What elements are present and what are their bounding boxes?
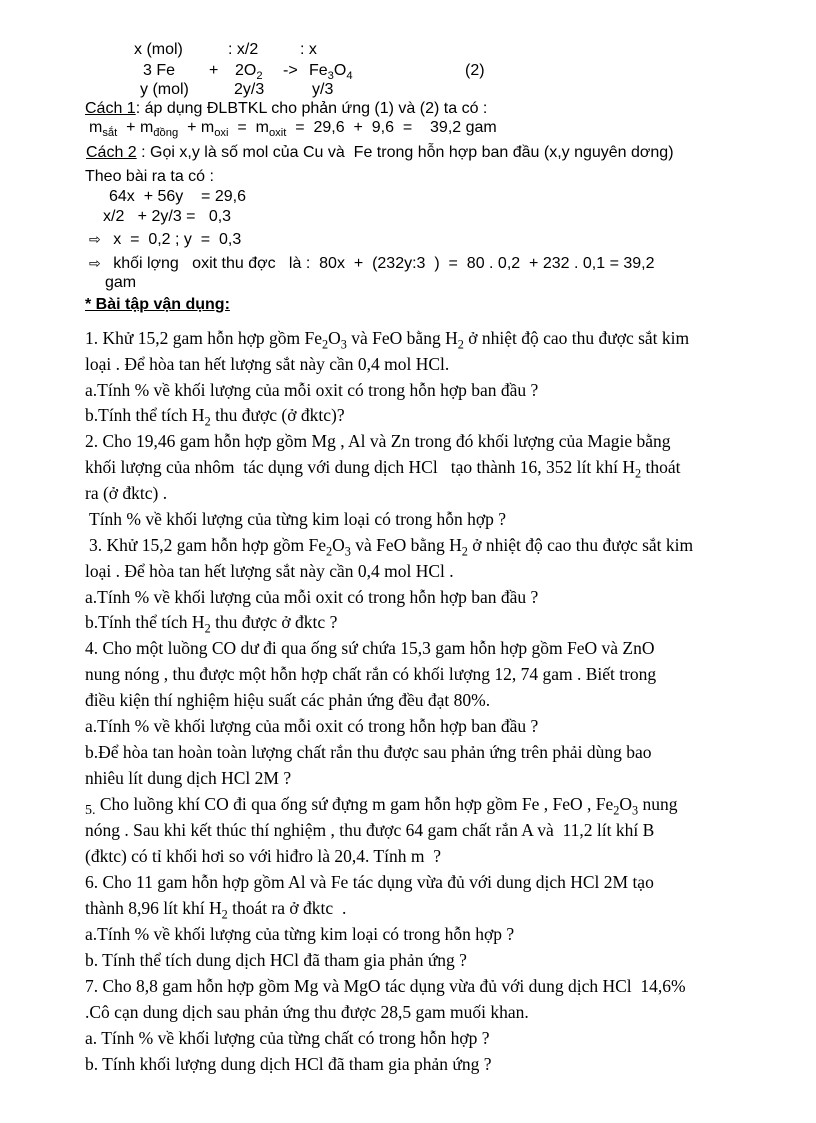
- ex3-line2: loại . Để hòa tan hết lượng sắt này cần 0,4 mol HCl .: [85, 561, 454, 581]
- cach1-equation: [89, 119, 497, 140]
- theo-bai-line: Theo bài ra ta có :: [85, 168, 214, 185]
- mass-m: m: [89, 119, 103, 136]
- eq-row2-plus: +: [209, 62, 219, 79]
- ex4-b2: nhiêu lít dung dịch HCl 2M ?: [85, 768, 292, 788]
- ex3-sub3: 2: [461, 544, 468, 559]
- eq-row2-arrow: ->: [283, 62, 298, 79]
- ex3-b-text: b.Tính thể tích H: [85, 612, 205, 632]
- ex1-b-sub: 2: [204, 414, 211, 429]
- ex1-sub2: 3: [340, 337, 347, 352]
- sub-oxit: oxit: [268, 127, 287, 140]
- ex1-text-b: O: [328, 328, 341, 348]
- sub-oxi: oxi: [214, 127, 229, 140]
- sub-sat: sắt: [102, 127, 118, 140]
- ex1-sub3: 2: [457, 337, 464, 352]
- eq-row3: [140, 81, 334, 98]
- eq-row2-c-sub1: 3: [327, 70, 334, 83]
- ex7-line2: .Cô cạn dung dịch sau phản ứng thu được 28,5 gam muối khan.: [85, 1002, 529, 1022]
- system-eq-1: 64x + 56y = 29,6: [109, 188, 246, 205]
- sub-dong: đồng: [153, 127, 179, 140]
- double-arrow-icon: ⇨: [89, 232, 101, 248]
- ex5-a: Cho luồng khí CO đi qua ống sứ đựng m gam hỗn hợp gồm Fe , FeO , Fe: [95, 794, 614, 814]
- eq-row1-a: x (mol): [134, 41, 183, 58]
- ex5-b: O: [619, 794, 633, 814]
- ex4-line3: điều kiện thí nghiệm hiệu suất các phản ứng đều đạt 80%.: [85, 690, 491, 710]
- ex5-sub2: 3: [632, 803, 639, 818]
- ex4-b1: b.Để hòa tan hoàn toàn lượng chất rắn thu được sau phản ứng trên phải dùng bao: [85, 742, 652, 762]
- result-1: [89, 232, 241, 248]
- ex1-line1: [85, 328, 690, 352]
- cach1-result: = 29,6 + 9,6 = 39,2 gam: [286, 119, 497, 136]
- eq-m: = m: [228, 119, 269, 136]
- cach2-line: [86, 145, 674, 161]
- ex6-b-text: thoát ra ở đktc .: [227, 898, 347, 918]
- ex3-sub1: 2: [326, 544, 333, 559]
- ex1-text-c: và FeO bằng H: [346, 328, 458, 348]
- ex4-line1: 4. Cho một luồng CO dư đi qua ống sứ chứa 15,3 gam hỗn hợp gồm FeO và ZnO: [85, 638, 655, 658]
- ex1-sub1: 2: [322, 337, 329, 352]
- ex2-line3: ra (ở đktc) .: [85, 483, 168, 503]
- plus-m-1: + m: [117, 119, 154, 136]
- ex6-a-text: thành 8,96 lít khí H: [85, 898, 222, 918]
- eq-row2-c-mid: O: [333, 62, 347, 79]
- eq-row1: [134, 41, 317, 58]
- eq-row2-num: (2): [465, 62, 485, 79]
- section-title: * Bài tập vận dụng:: [85, 296, 230, 313]
- ex1-a: a.Tính % về khối lượng của mỗi oxit có trong hỗn hợp ban đầu ?: [85, 380, 539, 400]
- ex1-text-d: ở nhiệt độ cao thu được sắt kim: [463, 328, 690, 348]
- plus-m-2: + m: [178, 119, 215, 136]
- ex6-line1: 6. Cho 11 gam hỗn hợp gồm Al và Fe tác dụng vừa đủ với dung dịch HCl 2M tạo: [85, 872, 654, 892]
- ex3-b: O: [332, 535, 345, 555]
- result-2-text: khối lợng oxit thu đợc là : 80x + (232y:3 ) = 80 . 0,2 + 232 . 0,1 = 39,2: [113, 255, 655, 272]
- ex6-sub: 2: [221, 907, 228, 922]
- ex5-line1: [85, 794, 678, 818]
- ex5-c: nung: [638, 794, 678, 814]
- ex7-b: b. Tính khối lượng dung dịch HCl đã tham gia phản ứng ?: [85, 1054, 492, 1074]
- eq-row3-a: y (mol): [140, 81, 189, 98]
- double-arrow-icon: ⇨: [89, 256, 101, 272]
- eq-row2-b-sub: 2: [256, 70, 263, 83]
- ex5-line2: nóng . Sau khi kết thúc thí nghiệm , thu được 64 gam chất rắn A và 11,2 lít khí B: [85, 820, 655, 840]
- cach2-text: : Gọi x,y là số mol của Cu và Fe trong hỗn hợp ban đầu (x,y nguyên dơng): [136, 144, 674, 161]
- ex5-line3: (đktc) có tỉ khối hơi so với hiđro là 20,4. Tính m ?: [85, 846, 441, 866]
- cach1-label: Cách 1: [85, 100, 136, 117]
- ex3-d: ở nhiệt độ cao thu được sắt kim: [467, 535, 694, 555]
- ex3-c: và FeO bằng H: [350, 535, 462, 555]
- ex7-a: a. Tính % về khối lượng của từng chất có trong hỗn hợp ?: [85, 1028, 490, 1048]
- result-1-text: x = 0,2 ; y = 0,3: [113, 231, 242, 248]
- system-eq-2: x/2 + 2y/3 = 0,3: [103, 208, 232, 225]
- eq-row1-b: : x/2: [228, 41, 259, 58]
- result-2: [89, 256, 655, 272]
- ex1-b: [85, 405, 345, 429]
- cach2-label: Cách 2: [86, 144, 137, 161]
- ex2-line1: 2. Cho 19,46 gam hỗn hợp gồm Mg , Al và Zn trong đó khối lượng của Magie bằng: [85, 431, 671, 451]
- eq-row2-c-sub2: 4: [346, 70, 353, 83]
- ex5-num: 5.: [85, 803, 96, 818]
- ex2-line4: Tính % về khối lượng của từng kim loại có trong hỗn hợp ?: [89, 509, 507, 529]
- eq-row1-c: : x: [300, 41, 317, 58]
- ex2-sub: 2: [635, 466, 642, 481]
- ex3-b-line: [85, 612, 338, 636]
- ex3-sub2: 3: [344, 544, 351, 559]
- ex6-a: a.Tính % về khối lượng của từng kim loại có trong hỗn hợp ?: [85, 924, 515, 944]
- ex3-a-line: a.Tính % về khối lượng của mỗi oxit có trong hỗn hợp ban đầu ?: [85, 587, 539, 607]
- ex6-b: b. Tính thể tích dung dịch HCl đã tham gia phản ứng ?: [85, 950, 467, 970]
- ex4-line2: nung nóng , thu được một hỗn hợp chất rắn có khối lượng 12, 74 gam . Biết trong: [85, 664, 657, 684]
- eq-row2-c: Fe: [309, 62, 328, 79]
- ex3-line1: [89, 535, 694, 559]
- ex3-b-sub: 2: [204, 621, 211, 636]
- eq-row3-b: 2y/3: [234, 81, 265, 98]
- ex2-line2-a: khối lượng của nhôm tác dụng với dung dịch HCl tạo thành 16, 352 lít khí H: [85, 457, 636, 477]
- ex1-line2: loại . Để hòa tan hết lượng sắt này cần 0,4 mol HCl.: [85, 354, 450, 374]
- eq-row2-b: 2O: [235, 62, 257, 79]
- ex1-text-a: 1. Khử 15,2 gam hỗn hợp gồm Fe: [85, 328, 322, 348]
- eq-row2: [143, 62, 563, 83]
- ex1-b-text2: thu được (ở đktc)?: [210, 405, 345, 425]
- ex1-b-text: b.Tính thể tích H: [85, 405, 205, 425]
- result-2-cont: gam: [105, 274, 137, 291]
- eq-row2-a: 3 Fe: [143, 62, 176, 79]
- ex3-b-text2: thu được ở đktc ?: [210, 612, 338, 632]
- ex3-a: 3. Khử 15,2 gam hỗn hợp gồm Fe: [89, 535, 326, 555]
- cach1-line: [85, 101, 487, 117]
- ex2-line2-b: thoát: [641, 457, 681, 477]
- ex6-line2: [85, 898, 347, 922]
- ex2-line2: [85, 457, 681, 481]
- eq-row3-c: y/3: [312, 81, 334, 98]
- cach1-text: : áp dụng ĐLBTKL cho phản ứng (1) và (2) ta có :: [135, 100, 488, 117]
- ex4-a: a.Tính % về khối lượng của mỗi oxit có trong hỗn hợp ban đầu ?: [85, 716, 539, 736]
- ex7-line1: 7. Cho 8,8 gam hỗn hợp gồm Mg và MgO tác dụng vừa đủ với dung dịch HCl 14,6%: [85, 976, 686, 996]
- ex5-sub1: 2: [613, 803, 620, 818]
